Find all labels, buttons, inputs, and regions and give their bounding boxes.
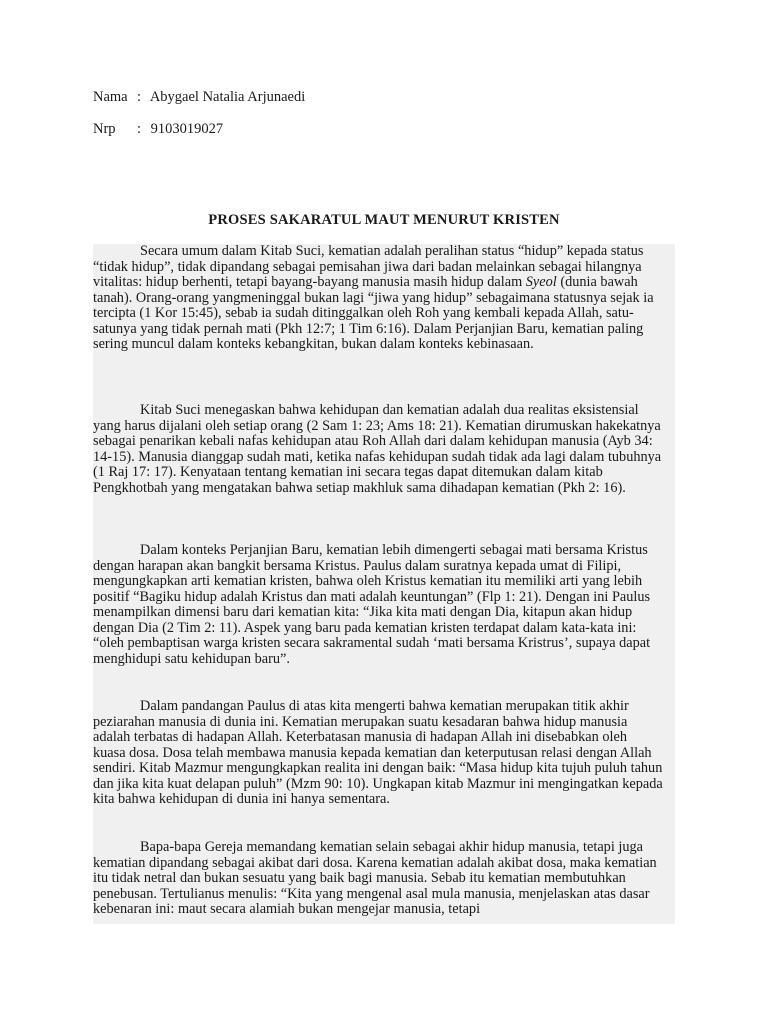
syeol-term: Syeol xyxy=(525,274,557,290)
name-row xyxy=(93,88,305,106)
paragraph-1-part-1: Secara umum dalam Kitab Suci, kematian adalah peralihan status “hidup” kepada status “tidak hidup”, tidak dipandang sebagai pemisahan jiwa dari badan melainkan sebagai hilangnya vitalitas: hidup berhenti, tetapi bayang-bayang manusia masih hidup dalam xyxy=(93,243,644,290)
document-title: PROSES SAKARATUL MAUT MENURUT KRISTEN xyxy=(208,212,560,228)
nrp-row xyxy=(93,120,223,138)
paragraph-1-part-2: (dunia bawah tanah). Orang-orang yangmeninggal bukan lagi “jiwa yang hidup” sebagaimana statusnya sejak ia tercipta (1 Kor 15:45), sebab ia sudah ditinggalkan oleh Roh yang kembali kepada Allah, satu-satunya yang tidak pernah mati (Pkh 12:7; 1 Tim 6:16). Dalam Perjanjian Baru, kematian paling sering muncul dalam konteks kebangkitan, bukan dalam konteks kebinasaan. xyxy=(93,274,654,352)
paragraph-4: Dalam pandangan Paulus di atas kita mengerti bahwa kematian merupakan titik akhir peziarahan manusia di dunia ini. Kematian merupakan suatu kesadaran bahwa hidup manusia adalah terbatas di hadapan Allah. Keterbatasan manusia di hadapan Allah ini disebabkan oleh kuasa dosa. Dosa telah membawa manusia kepada kematian dan keterputusan relasi dengan Allah sendiri. Kitab Mazmur mengungkapkan realita ini dengan baik: “Masa hidup kita tujuh puluh tahun dan jika kita kuat delapan puluh” (Mzm 90: 10). Ungkapan kitab Mazmur ini mengingatkan kepada kita bahwa kehidupan di dunia ini hanya sementara. xyxy=(93,698,663,807)
name-separator: : xyxy=(137,89,142,105)
paragraph-1 xyxy=(93,244,663,353)
nrp-label: Nrp xyxy=(93,121,116,137)
paragraph-5: Bapa-bapa Gereja memandang kematian selain sebagai akhir hidup manusia, tetapi juga kematian dipandang sebagai akibat dari dosa. Karena kematian adalah akibat dosa, maka kematian itu tidak netral dan bukan sesuatu yang baik bagi manusia. Sebab itu kematian membutuhkan penebusan. Tertulianus menulis: “Kita yang mengenal asal mula manusia, menjelaskan atas dasar kebenaran ini: maut secara alamiah bukan mengejar manusia, tetapi xyxy=(93,840,657,917)
paragraph-2: Kitab Suci menegaskan bahwa kehidupan dan kematian adalah dua realitas eksistensial yang harus dijalani oleh setiap orang (2 Sam 1: 23; Ams 18: 21). Kematian dirumuskan hakekatnya sebagai penarikan kebali nafas kehidupan atau Roh Allah dari dalam kehidupan manusia (Ayb 34: 14-15). Manusia dianggap sudah mati, ketika nafas kehidupan sudah tidak ada lagi dalam tubuhnya (1 Raj 17: 17). Kenyataan tentang kematian ini secara tegas dapat ditemukan dalam kitab Pengkhotbah yang mengatakan bahwa setiap makhluk sama dihadapan kematian (Pkh 2: 16). xyxy=(93,402,662,496)
name-value: Abygael Natalia Arjunaedi xyxy=(149,89,306,105)
name-label: Nama xyxy=(93,89,128,105)
nrp-separator: : xyxy=(137,121,142,137)
paragraph-3: Dalam konteks Perjanjian Baru, kematian lebih dimengerti sebagai mati bersama Kristus dengan harapan akan bangkit bersama Kristus. Paulus dalam suratnya kepada umat di Filipi, mengungkapkan arti kematian kristen, bahwa oleh Kristus kematian itu memiliki arti yang lebih positif “Bagiku hidup adalah Kristus dan mati adalah keuntungan” (Flp 1: 21). Dengan ini Paulus menampilkan dimensi baru dari kematian kita: “Jika kita mati dengan Dia, kitapun akan hidup dengan Dia (2 Tim 2: 11). Aspek yang baru pada kematian kristen terdapat dalam kata-kata ini: “oleh pembaptisan warga kristen secara sakramental sudah ‘mati bersama Kristrus’, supaya dapat menghidupi satu kehidupan baru”. xyxy=(93,542,651,667)
nrp-value: 9103019027 xyxy=(150,121,224,137)
